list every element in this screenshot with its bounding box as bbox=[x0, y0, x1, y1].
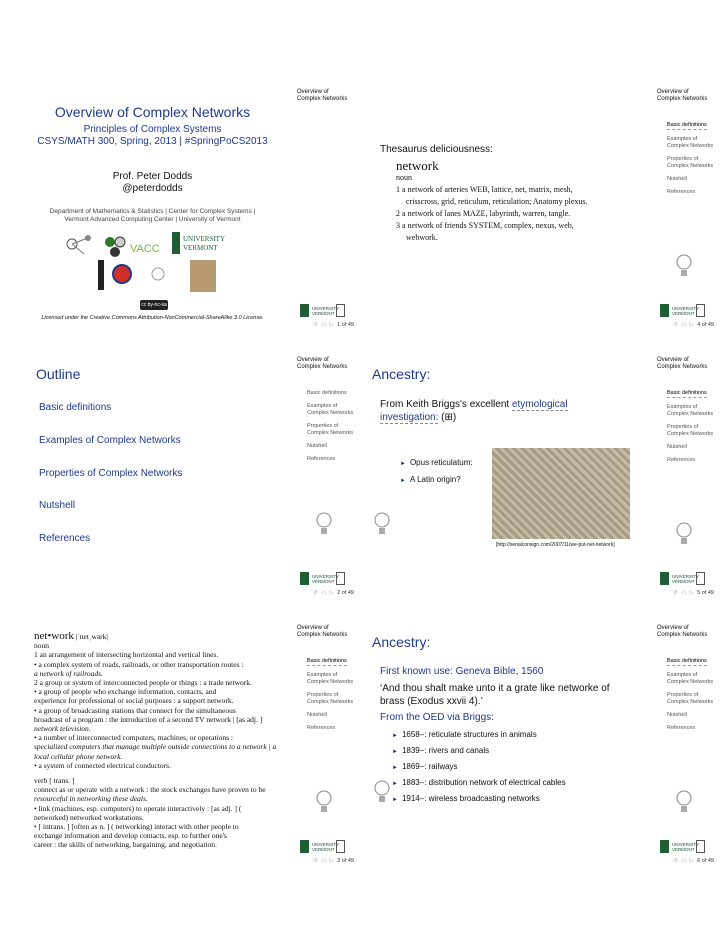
page-footer bbox=[673, 322, 714, 328]
nav-examples[interactable]: Examples of Complex Networks bbox=[667, 136, 714, 149]
author-name: Prof. Peter Dodds bbox=[112, 171, 193, 182]
slide-header: Overview of Complex Networks bbox=[657, 625, 708, 638]
nav-examples[interactable]: Examples of Complex Networks bbox=[667, 404, 714, 417]
opus-reticulatum-photo bbox=[492, 448, 630, 539]
slide-header: Overview of Complex Networks bbox=[657, 357, 708, 370]
slide-navigation-icons[interactable]: ↺ ◁ ▷ bbox=[313, 590, 335, 596]
page-number: 3 of 49 bbox=[337, 858, 354, 864]
page-number: 1 of 49 bbox=[337, 322, 354, 328]
slide-header: Overview of Complex Networks bbox=[657, 89, 708, 102]
page-footer bbox=[313, 590, 354, 596]
section-nav bbox=[667, 122, 719, 202]
portrait-icon bbox=[190, 260, 216, 292]
presentation-title: Overview of Complex Networks bbox=[54, 104, 251, 120]
thesaurus-headword: network bbox=[396, 158, 439, 173]
uvm-seal-icon bbox=[696, 572, 705, 585]
intro-text: From Keith Briggs's excellent etymological investigation: (⊞) bbox=[380, 399, 568, 423]
slide-navigation-icons[interactable]: ↺ ◁ ▷ bbox=[313, 858, 335, 864]
lightbulb-icon bbox=[314, 788, 334, 818]
lightbulb-icon bbox=[372, 510, 392, 540]
lightbulb-icon bbox=[674, 252, 694, 282]
nav-references[interactable]: References bbox=[667, 457, 696, 463]
bullet-triangle-icon: ► bbox=[392, 733, 398, 739]
external-link-icon[interactable]: (⊞) bbox=[438, 412, 457, 423]
outline-title: Outline bbox=[36, 366, 81, 382]
first-use-heading: First known use: Geneva Bible, 1560 bbox=[380, 666, 544, 677]
outline-item[interactable]: Basic definitions bbox=[39, 402, 112, 413]
uvm-seal-icon bbox=[336, 304, 345, 317]
slide-1 bbox=[0, 82, 360, 392]
lightbulb-icon bbox=[372, 778, 392, 808]
section-nav bbox=[667, 658, 719, 738]
nav-references[interactable]: References bbox=[307, 456, 336, 462]
section-nav bbox=[307, 658, 359, 738]
slide-navigation-icons[interactable]: ↺ ◁ ▷ bbox=[313, 322, 335, 328]
uvm-footer-logo: UNIVERSITY VERMONT bbox=[660, 840, 705, 854]
svg-text:VERMONT: VERMONT bbox=[183, 244, 218, 252]
lightbulb-icon bbox=[674, 788, 694, 818]
page-number: 5 of 49 bbox=[697, 590, 714, 596]
creative-commons-badge[interactable]: cc by-nc-sa bbox=[141, 302, 167, 308]
bullet-triangle-icon: ► bbox=[392, 781, 398, 787]
bullet-triangle-icon: ► bbox=[392, 749, 398, 755]
nav-basic-definitions[interactable]: Basic definitions bbox=[307, 658, 347, 664]
dice-icon bbox=[98, 260, 104, 290]
outline-item[interactable]: References bbox=[39, 533, 91, 544]
bullet-item: ► 1839–: rivers and canals bbox=[392, 746, 490, 755]
presentation-subtitle: Principles of Complex Systems bbox=[83, 124, 222, 135]
bible-quote: ‘And thou shalt make unto it a grate like networke of brass (Exodus xxvii 4).’ bbox=[380, 683, 610, 707]
page-footer bbox=[673, 858, 714, 864]
slide-title: Ancestry: bbox=[372, 366, 431, 382]
uvm-seal-icon bbox=[696, 840, 705, 853]
uvm-crest-icon bbox=[300, 572, 309, 585]
uvm-footer-logo: UNIVERSITY VERMONT bbox=[300, 304, 345, 318]
emblem-icon bbox=[113, 265, 131, 283]
affiliation-logos bbox=[60, 230, 250, 296]
page-footer bbox=[673, 590, 714, 596]
oed-heading: From the OED via Briggs: bbox=[380, 712, 494, 723]
uvm-crest-icon bbox=[300, 304, 309, 317]
nav-properties[interactable]: Properties of Complex Networks bbox=[667, 424, 714, 437]
nav-examples[interactable]: Examples of Complex Networks bbox=[307, 403, 354, 416]
slide-6 bbox=[360, 618, 720, 928]
bulb-icon bbox=[152, 268, 164, 280]
uvm-logo-icon bbox=[172, 232, 225, 254]
slide-header: Overview of Complex Networks bbox=[297, 89, 348, 102]
nav-nutshell[interactable]: Nutshell bbox=[307, 712, 327, 718]
slide-header: Overview of Complex Networks bbox=[297, 357, 348, 370]
slide-2 bbox=[0, 350, 360, 660]
nav-nutshell[interactable]: Nutshell bbox=[667, 176, 687, 182]
lightbulb-icon bbox=[674, 520, 694, 550]
bullet-triangle-icon: ► bbox=[392, 797, 398, 803]
nav-examples[interactable]: Examples of Complex Networks bbox=[307, 672, 354, 685]
page-footer bbox=[313, 322, 354, 328]
svg-text:VACC: VACC bbox=[130, 243, 160, 255]
slide-5 bbox=[360, 350, 720, 660]
nav-properties[interactable]: Properties of Complex Networks bbox=[307, 423, 354, 436]
bullet-item: ► 1914–: wireless broadcasting networks bbox=[392, 794, 540, 803]
outline-item[interactable]: Properties of Complex Networks bbox=[39, 468, 183, 479]
bullet-triangle-icon: ► bbox=[392, 765, 398, 771]
bullet-triangle-icon: ► bbox=[400, 461, 406, 467]
bullet-item: ► 1883–: distribution network of electrical cables bbox=[392, 778, 566, 787]
nav-basic-definitions[interactable]: Basic definitions bbox=[307, 390, 347, 396]
nav-nutshell[interactable]: Nutshell bbox=[307, 443, 327, 449]
uvm-footer-logo: UNIVERSITY VERMONT bbox=[660, 304, 705, 318]
page-footer bbox=[313, 858, 354, 864]
nav-basic-definitions[interactable]: Basic definitions bbox=[667, 390, 707, 396]
nav-references[interactable]: References bbox=[307, 725, 336, 731]
complex-systems-logo-icon bbox=[105, 237, 125, 257]
license-text[interactable]: Licensed under the Creative Commons Attribution-NonCommercial-ShareAlike 3.0 License. bbox=[41, 315, 264, 321]
slide-navigation-icons[interactable]: ↺ ◁ ▷ bbox=[673, 322, 695, 328]
vacc-logo-icon bbox=[130, 243, 160, 255]
dictionary-entry: net•work |ˈnetˌwərk| noun 1 an arrangement of intersecting horizontal and vertical lines. • a complex system of roads, railroads, or other transportation routes : a network of railroads. 2 a group or system of interconnected people or things : a trade network. • a group of people who exchange information, contacts, and experience for professional or social purposes : a support network. • a group of broadcasting stations that connect for the simultaneous broadcast of a program : the introduction of a second TV network | [as adj. ] network television. • a number of interconnected computers, machines, or operations : specialized computers that manage multiple outside connections to a network | a local cellular phone network. • a system of connected electrical conductors. verb [ trans. ] connect as or operate with a network : the stock exchanges have proven to be resourceful in networking these deals. • link (machines, esp. computers) to operate interactively : [as adj. ] ( networked) networked workstations. • [ intrans. ] [often as n. ] ( networking) interact with other people to exchange information and develop contacts, esp. to further one's career : the skills of networking, bargaining, and negotiation. bbox=[34, 630, 277, 850]
dictionary-headword: net•work bbox=[34, 630, 74, 642]
slide-title: Ancestry: bbox=[372, 634, 431, 650]
uvm-crest-icon bbox=[660, 304, 669, 317]
outline-item[interactable]: Examples of Complex Networks bbox=[39, 435, 181, 446]
bullet-item: ► Opus reticulatum: bbox=[400, 458, 473, 467]
nav-references[interactable]: References bbox=[667, 189, 696, 195]
nav-properties[interactable]: Properties of Complex Networks bbox=[667, 156, 714, 169]
uvm-crest-icon bbox=[660, 572, 669, 585]
uvm-crest-icon bbox=[660, 840, 669, 853]
uvm-footer-logo: UNIVERSITY VERMONT bbox=[300, 572, 345, 586]
uvm-seal-icon bbox=[696, 304, 705, 317]
uvm-seal-icon bbox=[336, 840, 345, 853]
uvm-footer-logo: UNIVERSITY VERMONT bbox=[300, 840, 345, 854]
bullet-item: ► 1869–: railways bbox=[392, 762, 458, 771]
slide-navigation-icons[interactable]: ↺ ◁ ▷ bbox=[673, 858, 695, 864]
section-nav bbox=[307, 390, 359, 469]
uvm-seal-icon bbox=[336, 572, 345, 585]
page-number: 6 of 49 bbox=[697, 858, 714, 864]
network-logo-icon bbox=[67, 235, 91, 254]
outline-item[interactable]: Nutshell bbox=[39, 500, 76, 511]
bullet-triangle-icon: ► bbox=[400, 478, 406, 484]
nav-references[interactable]: References bbox=[667, 725, 696, 731]
thesaurus-heading: Thesaurus deliciousness: bbox=[380, 144, 493, 155]
section-nav bbox=[667, 390, 719, 470]
thesaurus-entry: network noun 1 a network of arteries WEB, lattice, net, matrix, mesh, crisscross, grid, reticulum, reticulation; Anatomy plexus. 2 a network of lanes MAZE, labyrinth, warren, tangle. 3 a network of friends SYSTEM, complex, nexus, web, webwork. bbox=[396, 160, 624, 244]
bullet-item: ► 1658–: reticulate structures in animals bbox=[392, 730, 537, 739]
svg-text:UNIVERSITY: UNIVERSITY bbox=[183, 235, 225, 243]
uvm-crest-icon bbox=[300, 840, 309, 853]
etymology-link[interactable]: etymological investigation: bbox=[380, 399, 568, 423]
department-line: Department of Mathematics & Statistics | Center for Complex Systems | Vermont Advanced Computing Center | University of Vermont bbox=[49, 208, 256, 223]
page-number: 4 of 49 bbox=[697, 322, 714, 328]
nav-nutshell[interactable]: Nutshell bbox=[667, 444, 687, 450]
nav-properties[interactable]: Properties of Complex Networks bbox=[667, 692, 714, 705]
nav-basic-definitions[interactable]: Basic definitions bbox=[667, 122, 707, 128]
course-line: CSYS/MATH 300, Spring, 2013 | #SpringPoCS2013 bbox=[37, 136, 268, 147]
bullet-item: ► A Latin origin? bbox=[400, 475, 461, 484]
nav-basic-definitions[interactable]: Basic definitions bbox=[667, 658, 707, 664]
slide-4 bbox=[360, 82, 720, 392]
author-handle[interactable]: @peterdodds bbox=[122, 183, 183, 194]
photo-caption[interactable]: [http://serialconsign.com/2007/11/we-put-net-network] bbox=[496, 542, 615, 548]
slide-3 bbox=[0, 618, 360, 928]
slide-navigation-icons[interactable]: ↺ ◁ ▷ bbox=[673, 590, 695, 596]
nav-examples[interactable]: Examples of Complex Networks bbox=[667, 672, 714, 685]
lightbulb-icon bbox=[314, 510, 334, 540]
uvm-footer-logo: UNIVERSITY VERMONT bbox=[660, 572, 705, 586]
pronunciation: |ˈnetˌwərk| bbox=[75, 632, 108, 641]
nav-nutshell[interactable]: Nutshell bbox=[667, 712, 687, 718]
slide-header: Overview of Complex Networks bbox=[297, 625, 348, 638]
page-number: 2 of 49 bbox=[337, 590, 354, 596]
nav-properties[interactable]: Properties of Complex Networks bbox=[307, 692, 354, 705]
